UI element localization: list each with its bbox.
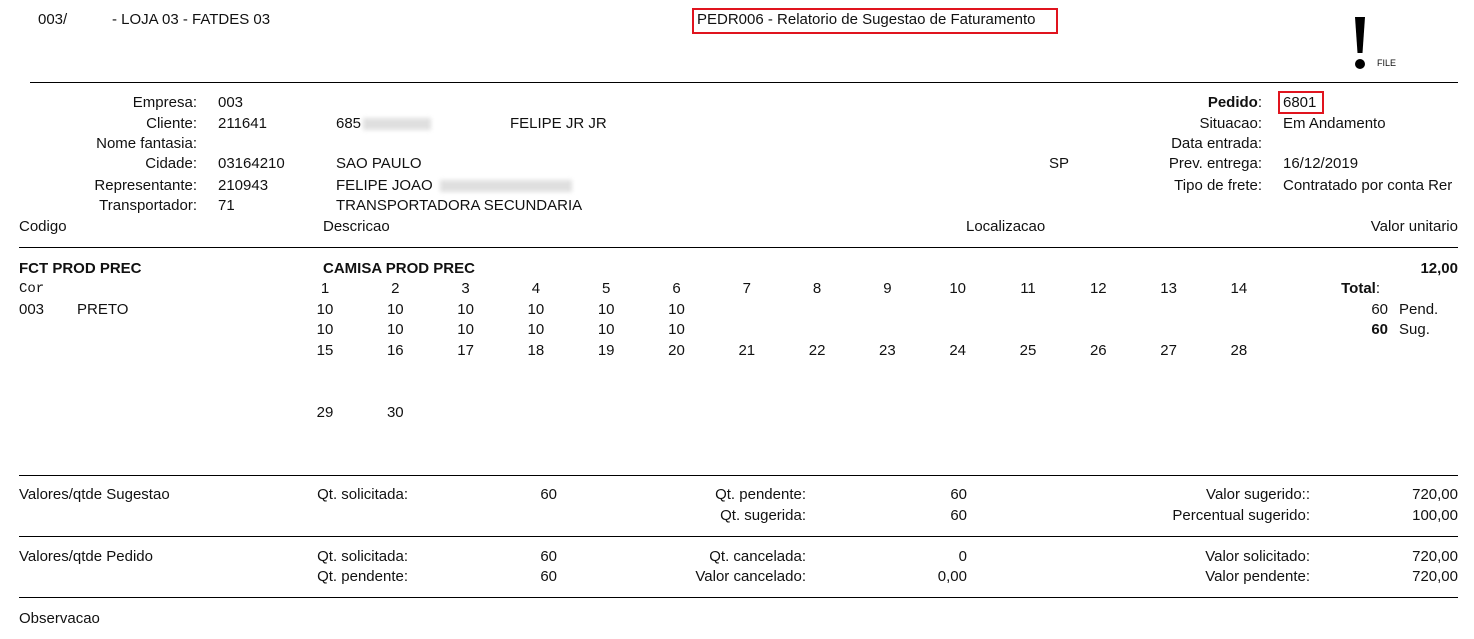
pend-qty: 10 <box>668 301 685 318</box>
situacao-value: Em Andamento <box>1283 115 1386 132</box>
empresa-label: Empresa: <box>132 94 197 111</box>
pend-label: Pend. <box>1399 301 1439 318</box>
pedido-value: 6801 <box>1283 94 1317 111</box>
ped-qt-pendente: 60 <box>540 568 557 585</box>
frete-label: Tipo de frete: <box>1174 177 1262 194</box>
size-label: 24 <box>949 342 967 359</box>
product-description: CAMISA PROD PREC <box>323 260 475 277</box>
file-alert-icon[interactable] <box>1350 15 1370 71</box>
size-label: 14 <box>1230 280 1248 297</box>
size-label: 3 <box>461 280 470 297</box>
transportador-name: TRANSPORTADORA SECUNDARIA <box>336 197 583 214</box>
size-label: 10 <box>949 280 967 297</box>
sug-qty: 10 <box>668 321 685 338</box>
sugestao-divider <box>19 536 1458 537</box>
pedido-vals-title: Valores/qtde Pedido <box>19 548 153 565</box>
valor-sugerido-label: Valor sugerido:: <box>1206 486 1310 503</box>
representante-code: 210943 <box>218 177 269 194</box>
percentual: 100,00 <box>1412 507 1458 524</box>
sug-qty: 10 <box>527 321 545 338</box>
cidade-code: 03164210 <box>218 155 285 172</box>
prev-entrega-value: 16/12/2019 <box>1283 155 1359 172</box>
total-sug: 60 <box>1371 321 1388 338</box>
pedido-label-row <box>1120 94 1262 112</box>
sug-qty: 10 <box>457 321 474 338</box>
uf: SP <box>1049 155 1070 172</box>
size-label: 29 <box>316 404 334 421</box>
header-divider <box>30 82 1458 83</box>
size-label: 17 <box>457 342 474 359</box>
store-code: 003/ <box>38 11 68 28</box>
sug-qty: 10 <box>597 321 615 338</box>
product-unit-price: 12,00 <box>1420 260 1458 277</box>
size-label: 22 <box>808 342 826 359</box>
total-label: Total <box>1341 280 1376 297</box>
sug-label: Sug. <box>1399 321 1430 338</box>
pedido-colon: : <box>1257 94 1262 111</box>
percentual-label: Percentual sugerido: <box>1172 507 1310 524</box>
ped-qt-solicitada: 60 <box>540 548 557 565</box>
pedido-divider <box>19 597 1458 598</box>
size-label: 16 <box>386 342 404 359</box>
pend-qty: 10 <box>386 301 404 318</box>
valor-pendente-label: Valor pendente: <box>1205 568 1310 585</box>
size-label: 4 <box>531 280 541 297</box>
representante-name: FELIPE JOAO <box>336 177 433 194</box>
sug-qt-pendente-label: Qt. pendente: <box>715 486 806 503</box>
empresa-value: 003 <box>218 94 244 111</box>
cidade-name: SAO PAULO <box>336 155 422 172</box>
size-label: 12 <box>1089 280 1107 297</box>
columns-divider <box>19 247 1458 248</box>
sug-qt-sugerida-label: Qt. sugerida: <box>720 507 806 524</box>
pedido-label: Pedido <box>1207 94 1258 111</box>
pedido-highlight <box>1278 91 1324 114</box>
size-label: 20 <box>668 342 685 359</box>
total-label-row <box>1300 280 1380 298</box>
color-name: PRETO <box>77 301 129 318</box>
size-label: 11 <box>1020 280 1036 297</box>
report-title-highlight <box>692 8 1058 34</box>
file-label: FILE <box>1377 58 1397 68</box>
pend-qty: 10 <box>527 301 545 318</box>
redacted-doc <box>363 118 431 130</box>
size-label: 25 <box>1019 342 1037 359</box>
ped-qt-solicitada-label: Qt. solicitada: <box>317 548 408 565</box>
cliente-doc: 685 <box>336 115 362 132</box>
cor-label: Cor <box>19 281 45 297</box>
sug-qt-sugerida: 60 <box>950 507 967 524</box>
valor-solicitado-label: Valor solicitado: <box>1205 548 1310 565</box>
cliente-label: Cliente: <box>146 115 197 132</box>
report-title: PEDR006 - Relatorio de Sugestao de Faturamento <box>697 11 1036 28</box>
sug-qty: 10 <box>386 321 404 338</box>
col-valor-unitario: Valor unitario <box>1370 218 1458 235</box>
size-label: 18 <box>527 342 545 359</box>
ped-qt-pendente-label: Qt. pendente: <box>317 568 408 585</box>
size-label: 1 <box>320 280 330 297</box>
size-label: 13 <box>1160 280 1177 297</box>
size-label: 5 <box>602 280 611 297</box>
ped-qt-cancelada: 0 <box>958 548 967 565</box>
total-pend: 60 <box>1371 301 1388 318</box>
col-descricao: Descricao <box>323 218 390 235</box>
redacted-surname <box>440 180 572 192</box>
size-label: 19 <box>597 342 615 359</box>
size-label: 8 <box>812 280 822 297</box>
product-divider <box>19 475 1458 476</box>
sug-qty: 10 <box>316 321 334 338</box>
fantasia-label: Nome fantasia: <box>96 135 197 152</box>
data-entrada-label: Data entrada: <box>1171 135 1262 152</box>
cliente-name: FELIPE JR JR <box>510 115 607 132</box>
size-label: 23 <box>879 342 896 359</box>
col-localizacao: Localizacao <box>966 218 1046 235</box>
product-code: FCT PROD PREC <box>19 260 142 277</box>
size-label: 2 <box>391 280 400 297</box>
size-label: 21 <box>738 342 756 359</box>
cliente-code: 211641 <box>218 115 267 132</box>
transportador-label: Transportador: <box>99 197 197 214</box>
representante-label: Representante: <box>94 177 197 194</box>
store-name: - LOJA 03 - FATDES 03 <box>112 11 271 28</box>
sugestao-title: Valores/qtde Sugestao <box>19 486 170 503</box>
observacao-label: Observacao <box>19 610 100 627</box>
col-codigo: Codigo <box>19 218 67 235</box>
size-label: 15 <box>316 342 334 359</box>
pend-qty: 10 <box>316 301 334 318</box>
size-label: 9 <box>883 280 892 297</box>
size-label: 27 <box>1160 342 1177 359</box>
size-label: 30 <box>386 404 404 421</box>
color-code: 003 <box>19 301 45 318</box>
transportador-code: 71 <box>218 197 235 214</box>
valor-pendente: 720,00 <box>1412 568 1458 585</box>
ped-valor-cancelado: 0,00 <box>937 568 967 585</box>
size-label: 7 <box>742 280 751 297</box>
total-colon: : <box>1375 280 1380 297</box>
frete-value: Contratado por conta Rer <box>1283 177 1453 194</box>
ped-qt-cancelada-label: Qt. cancelada: <box>709 548 806 565</box>
pend-qty: 10 <box>457 301 474 318</box>
sug-qt-solicitada-label: Qt. solicitada: <box>317 486 408 503</box>
valor-solicitado: 720,00 <box>1412 548 1458 565</box>
pend-qty: 10 <box>597 301 615 318</box>
situacao-label: Situacao: <box>1199 115 1262 132</box>
valor-sugerido: 720,00 <box>1412 486 1458 503</box>
cidade-label: Cidade: <box>145 155 197 172</box>
size-label: 6 <box>672 280 681 297</box>
size-label: 28 <box>1230 342 1248 359</box>
size-label: 26 <box>1089 342 1107 359</box>
sug-qt-solicitada: 60 <box>540 486 557 503</box>
prev-entrega-label: Prev. entrega: <box>1168 155 1262 172</box>
ped-valor-cancelado-label: Valor cancelado: <box>695 568 806 585</box>
sug-qt-pendente: 60 <box>950 486 967 503</box>
